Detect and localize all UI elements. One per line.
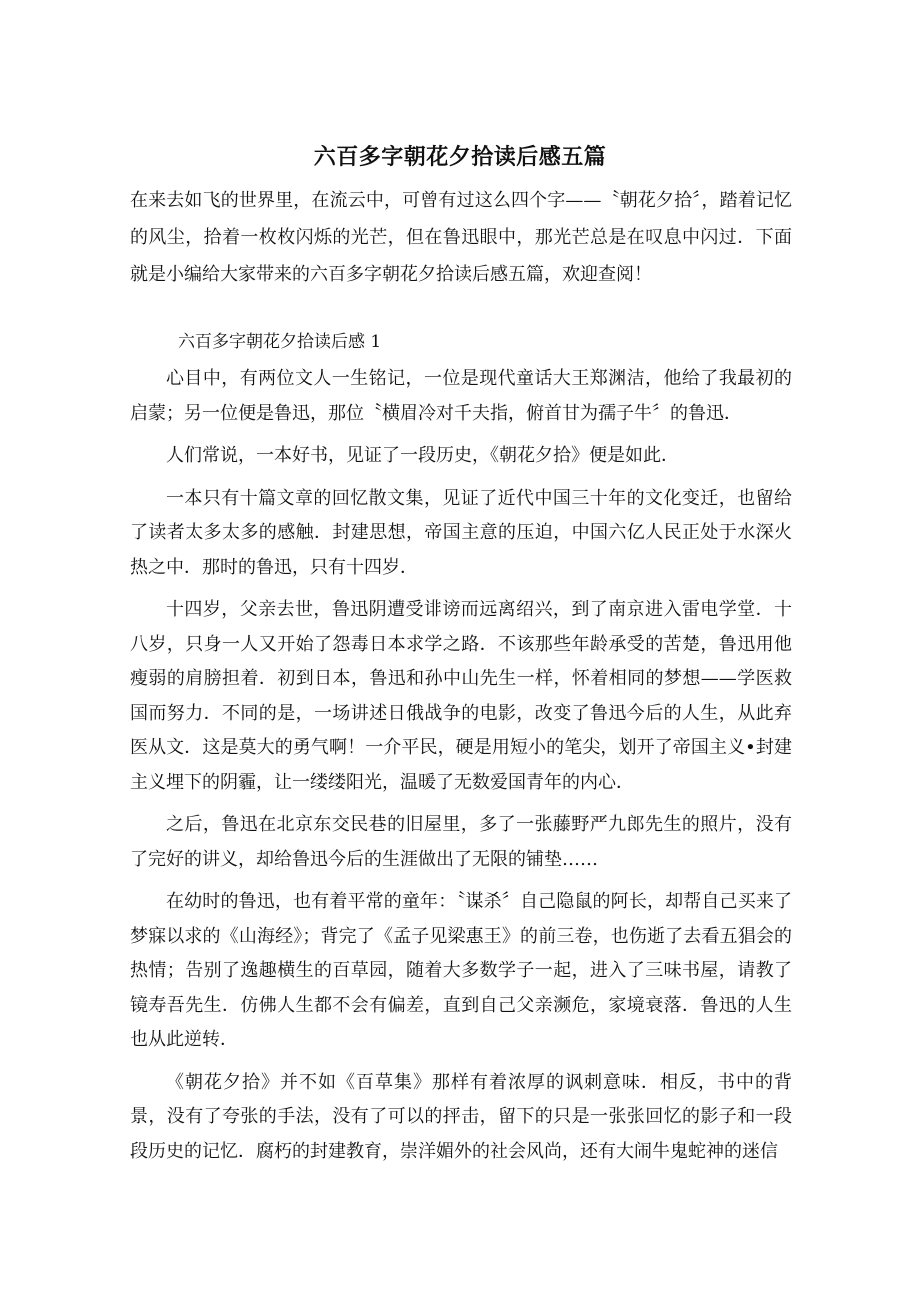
body-paragraph: 人们常说，一本好书，见证了一段历史，《朝花夕拾》便是如此． bbox=[166, 445, 679, 466]
document-title: 六百多字朝花夕拾读后感五篇 bbox=[313, 144, 607, 170]
body-paragraph: 十四岁，父亲去世，鲁迅阴遭受诽谤而远离绍兴，到了南京进入雷电学堂．十八岁，只身一人又开始了怨毒日本求学之路．不该那些年龄承受的苦楚，鲁迅用他瘦弱的肩膀担着．初到日本，鲁迅和孙中山先生一样，怀着相同的梦想——学医救国而努力．不同的是，一场讲述日俄战争的电影，改变了鲁迅今后的人生，从此弃医从文．这是莫大的勇气啊！一介平民，硬是用短小的笔尖，划开了帝国主义•封建主义埋下的阴霾，让一缕缕阳光，温暖了无数爱国青年的内心． bbox=[130, 599, 792, 793]
body-paragraph: 在幼时的鲁迅，也有着平常的童年：〝谋杀〞自己隐鼠的阿长，却帮自己买来了梦寐以求的《山海经》；背完了《孟子见梁惠王》的前三卷，也伤逝了去看五猖会的热情；告别了逸趣横生的百草园，随着大多数学子一起，进入了三味书屋，请教了镜寿吾先生．仿佛人生都不会有偏差，直到自己父亲濒危，家境衰落．鲁迅的人生也从此逆转． bbox=[130, 891, 792, 1050]
article-body bbox=[130, 362, 792, 1177]
body-paragraph: 心目中，有两位文人一生铭记，一位是现代童话大王郑渊洁，他给了我最初的启蒙；另一位便是鲁迅，那位〝横眉冷对千夫指，俯首甘为孺子牛〞的鲁迅． bbox=[130, 368, 792, 424]
section-heading: 六百多字朝花夕拾读后感 1 bbox=[178, 332, 382, 352]
body-paragraph: 之后，鲁迅在北京东交民巷的旧屋里，多了一张藤野严九郎先生的照片，没有了完好的讲义，却给鲁迅今后的生涯做出了无限的铺垫…… bbox=[130, 814, 792, 870]
body-paragraph: 《朝花夕拾》并不如《百草集》那样有着浓厚的讽刺意味．相反，书中的背景，没有了夸张的手法，没有了可以的抨击，留下的只是一张张回忆的影子和一段段历史的记忆．腐朽的封建教育，崇洋媚外的社会风尚，还有大闹牛鬼蛇神的迷信 bbox=[130, 1071, 792, 1162]
intro-paragraph: 在来去如飞的世界里，在流云中，可曾有过这么四个字——〝朝花夕拾〞，踏着记忆的风尘，拾着一枚枚闪烁的光芒，但在鲁迅眼中，那光芒总是在叹息中闪过．下面就是小编给大家带来的六百多字朝花夕拾读后感五篇，欢迎查阅！ bbox=[130, 190, 792, 285]
body-paragraph: 一本只有十篇文章的回忆散文集，见证了近代中国三十年的文化变迁，也留给了读者太多太多的感触．封建思想，帝国主意的压迫，中国六亿人民正处于水深火热之中．那时的鲁迅，只有十四岁． bbox=[130, 487, 792, 578]
